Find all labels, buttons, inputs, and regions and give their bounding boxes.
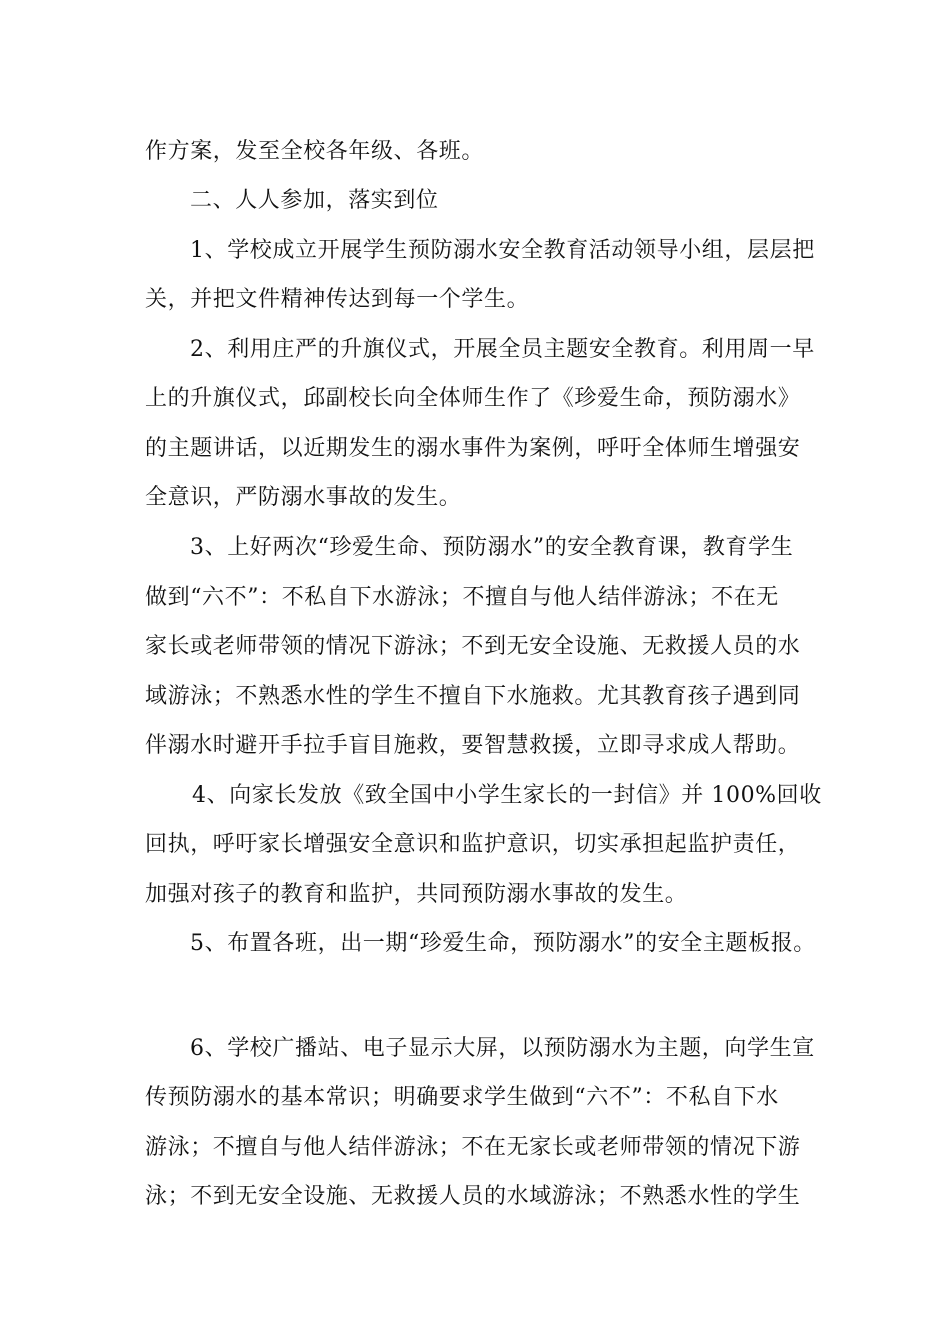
text-line: 2、利用庄严的升旗仪式，开展全员主题安全教育。利用周一早 (190, 337, 815, 362)
text-line: 1、学校成立开展学生预防溺水安全教育活动领导小组，层层把 (190, 238, 815, 263)
text-line: 加强对孩子的教育和监护，共同预防溺水事故的发生。 (145, 882, 688, 907)
text-line: 伴溺水时避开手拉手盲目施救，要智慧救援，立即寻求成人帮助。 (145, 733, 801, 758)
text-line: 做到“六不”：不私自下水游泳；不擅自与他人结伴游泳；不在无 (145, 585, 779, 610)
text-line: 4、向家长发放《致全国中小学生家长的一封信》并 100%回收 (192, 783, 822, 808)
text-line: 家长或老师带领的情况下游泳；不到无安全设施、无救援人员的水 (145, 634, 801, 659)
text-line: 3、上好两次“珍爱生命、预防溺水”的安全教育课，教育学生 (190, 535, 794, 560)
text-line: 作方案，发至全校各年级、各班。 (145, 139, 485, 164)
text-line: 的主题讲话，以近期发生的溺水事件为案例，呼吁全体师生增强安 (145, 436, 801, 461)
text-line: 全意识，严防溺水事故的发生。 (145, 485, 462, 510)
text-line: 泳；不到无安全设施、无救援人员的水域游泳；不熟悉水性的学生 (145, 1184, 801, 1209)
text-line: 回执，呼吁家长增强安全意识和监护意识，切实承担起监护责任， (145, 832, 801, 857)
section-heading: 二、人人参加，落实到位 (190, 188, 439, 213)
text-line: 域游泳；不熟悉水性的学生不擅自下水施救。尤其教育孩子遇到同 (145, 684, 801, 709)
text-line: 游泳；不擅自与他人结伴游泳；不在无家长或老师带领的情况下游 (145, 1135, 801, 1160)
text-line: 5、布置各班，出一期“珍爱生命，预防溺水”的安全主题板报。 (190, 931, 816, 956)
text-line: 6、学校广播站、电子显示大屏，以预防溺水为主题，向学生宣 (190, 1036, 815, 1061)
text-line: 传预防溺水的基本常识；明确要求学生做到“六不”：不私自下水 (145, 1085, 779, 1110)
text-line: 关，并把文件精神传达到每一个学生。 (145, 287, 530, 312)
text-line: 上的升旗仪式，邱副校长向全体师生作了《珍爱生命，预防溺水》 (145, 386, 801, 411)
